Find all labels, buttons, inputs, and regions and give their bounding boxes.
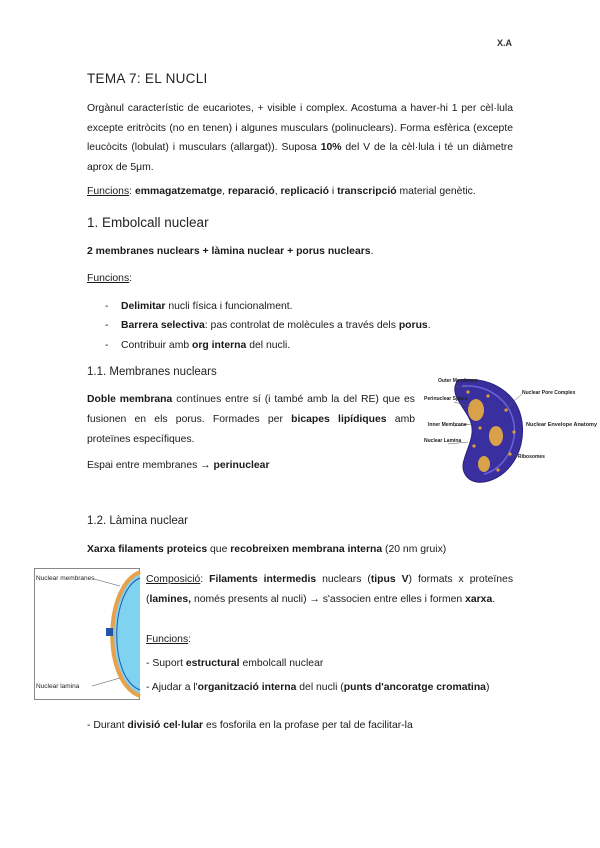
- label-perinuclear-space: Perinuclear Space: [424, 396, 468, 402]
- label-nuclear-lamina-2: Nuclear lamina: [36, 683, 80, 690]
- funcio-4: transcripció: [337, 186, 397, 197]
- label-ribosomes: Ribosomes: [518, 454, 545, 460]
- funcio-2: reparació: [227, 186, 275, 197]
- intro-paragraph: [87, 99, 513, 177]
- lamina-funcio-3: - Durant divisió cel·lular es fosforila en la profase per tal de facilitar-la: [87, 720, 413, 731]
- composicio-paragraph: Composició: Filaments intermedis nuclears (tipus V) formats x proteïnes (lamines, només presents al nucli) → s'associen entre elles i formen xarxa.: [146, 574, 514, 605]
- nuclear-lamina-figure: [34, 568, 140, 700]
- espai-line: Espai entre membranes → perinuclear: [87, 460, 270, 471]
- author-initials: X.A: [497, 38, 513, 48]
- section-1-1-heading: 1.1. Membranes nuclears: [87, 366, 217, 378]
- bullet-barrera: - Barrera selectiva: pas controlat de molècules a través dels porus.: [105, 320, 431, 331]
- label-nuclear-lamina: Nuclear Lamina: [424, 438, 462, 444]
- section-1-funcions-label: Funcions:: [87, 273, 133, 284]
- bullet-contribuir: - Contribuir amb org interna del nucli.: [105, 340, 291, 351]
- label-nuclear-pore-complex: Nuclear Pore Complex: [522, 390, 576, 396]
- section-1-summary: 2 membranes nuclears + làmina nuclear + porus nuclears.: [87, 246, 374, 257]
- intro-text-2: del V de la cèl·lula i té un diàmetre aprox de 5μm.: [87, 142, 513, 173]
- page-title: TEMA 7: EL NUCLI: [87, 71, 208, 86]
- section-1-heading: 1. Embolcall nuclear: [87, 215, 209, 230]
- label-inner-membrane: Inner Membrane: [428, 422, 467, 428]
- nuclear-envelope-figure: [418, 374, 598, 486]
- lamina-funcio-2: - Ajudar a l'organització interna del nucli (punts d'ancoratge cromatina): [146, 682, 490, 693]
- label-envelope-anatomy: Nuclear Envelope Anatomy: [526, 422, 598, 428]
- funcio-1: emmagatzematge: [134, 186, 223, 197]
- membranes-paragraph: Doble membrana contínues entre sí (i també amb la del RE) que es fusionen en els porus. Formades per bicapes lipídiques amb proteïnes específiques.: [87, 394, 415, 445]
- funcions-line: Funcions: emmagatzematge, reparació, replicació i transcripció material genètic.: [87, 186, 476, 197]
- lamina-summary: Xarxa filaments proteics que recobreixen membrana interna (20 nm gruix): [87, 544, 447, 555]
- funcio-3: replicació: [280, 186, 330, 197]
- funcions-label: Funcions: [87, 186, 130, 197]
- intro-percent: 10%: [320, 142, 342, 153]
- bullet-delimitar: - Delimitar nucli física i funcionalment.: [105, 301, 293, 312]
- label-nuclear-membranes: Nuclear membranes: [36, 575, 95, 582]
- label-outer-membrane: Outer Membrane: [438, 378, 478, 384]
- intro-text-1: Orgànul característic de eucariotes, + visible i complex. Acostuma a haver-hi 1 per cèl·lula excepte eritròcits (no en tenen) i algunes musculars (polinuclears). Forma esfèrica (excepte leucòcits (lobulat) i musculars (allargat)). Suposa: [87, 103, 513, 153]
- lamina-funcio-1: - Suport estructural embolcall nuclear: [146, 658, 324, 669]
- lamina-funcions-label: Funcions:: [146, 634, 192, 645]
- section-1-2-heading: 1.2. Làmina nuclear: [87, 515, 189, 527]
